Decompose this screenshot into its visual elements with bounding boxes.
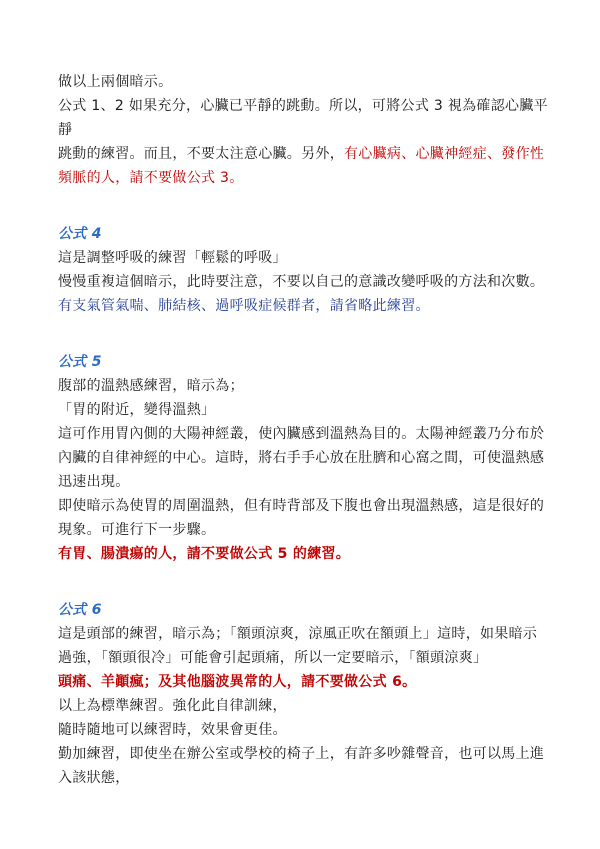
heading-formula4: 公式 4 (58, 226, 102, 242)
paragraph-formula3-line2 (58, 142, 560, 166)
formula5-line1: 腹部的溫熱感練習，暗示為； (58, 378, 244, 394)
formula6-line4: 隨時隨地可以練習時，效果會更佳。 (58, 722, 287, 738)
heading-formula6: 公式 6 (58, 602, 102, 618)
formula6-line2: 過強，「額頭很冷」可能會引起頭痛，所以一定要暗示，「額頭涼爽」 (58, 650, 488, 666)
formula6-line6: 入該狀態， (58, 770, 130, 786)
formula3-warning-part2: 頻脈的人，請不要做公式 3。 (58, 170, 244, 186)
formula5-line7: 現象。可進行下一步驟。 (58, 522, 216, 538)
paragraph-intro: 做以上兩個暗示。 (58, 74, 173, 90)
formula6-warning: 頭痛、羊顚瘋；及其他腦波異常的人，請不要做公式 6。 (58, 674, 417, 690)
formula3-warning-part1: 有心臟病、心臟神經症、發作性 (344, 146, 545, 162)
formula6-line5: 勤加練習，即使坐在辦公室或學校的椅子上，有許多吵雜聲音，也可以馬上進 (58, 746, 545, 762)
formula4-line1: 這是調整呼吸的練習「輕鬆的呼吸」 (58, 250, 287, 266)
formula6-line3: 以上為標準練習。強化此自律訓練， (58, 698, 287, 714)
formula3-text: 跳動的練習。而且，不要太注意心臟。另外， (58, 146, 344, 162)
formula5-line6: 即使暗示為使胃的周圍溫熱，但有時背部及下腹也會出現溫熱感，這是很好的 (58, 498, 545, 514)
formula4-line2: 慢慢重複這個暗示，此時要注意，不要以自己的意識改變呼吸的方法和次數。 (58, 274, 545, 290)
formula5-line5: 迅速出現。 (58, 474, 130, 490)
paragraph-formula3-line1: 公式 1、2 如果充分，心臟已平靜的跳動。所以，可將公式 3 視為確認心臟平靜 (58, 98, 548, 138)
formula5-warning: 有胃、腸潰瘍的人，請不要做公式 5 的練習。 (58, 546, 351, 562)
heading-formula5: 公式 5 (58, 354, 102, 370)
formula5-line3: 這可作用胃內側的大陽神經叢，使內臟感到溫熱為目的。太陽神經叢乃分布於 (58, 426, 545, 442)
formula6-line1: 這是頭部的練習，暗示為；「額頭涼爽，涼風正吹在額頭上」這時，如果暗示 (58, 626, 538, 642)
formula5-line2: 「胃的附近，變得溫熱」 (58, 402, 216, 418)
formula4-warning: 有支氣管氣喘、肺結核、過呼吸症候群者，請省略此練習。 (58, 298, 430, 314)
formula5-line4: 內臟的自律神經的中心。這時，將右手手心放在肚臍和心窩之間，可使溫熱感 (58, 450, 545, 466)
